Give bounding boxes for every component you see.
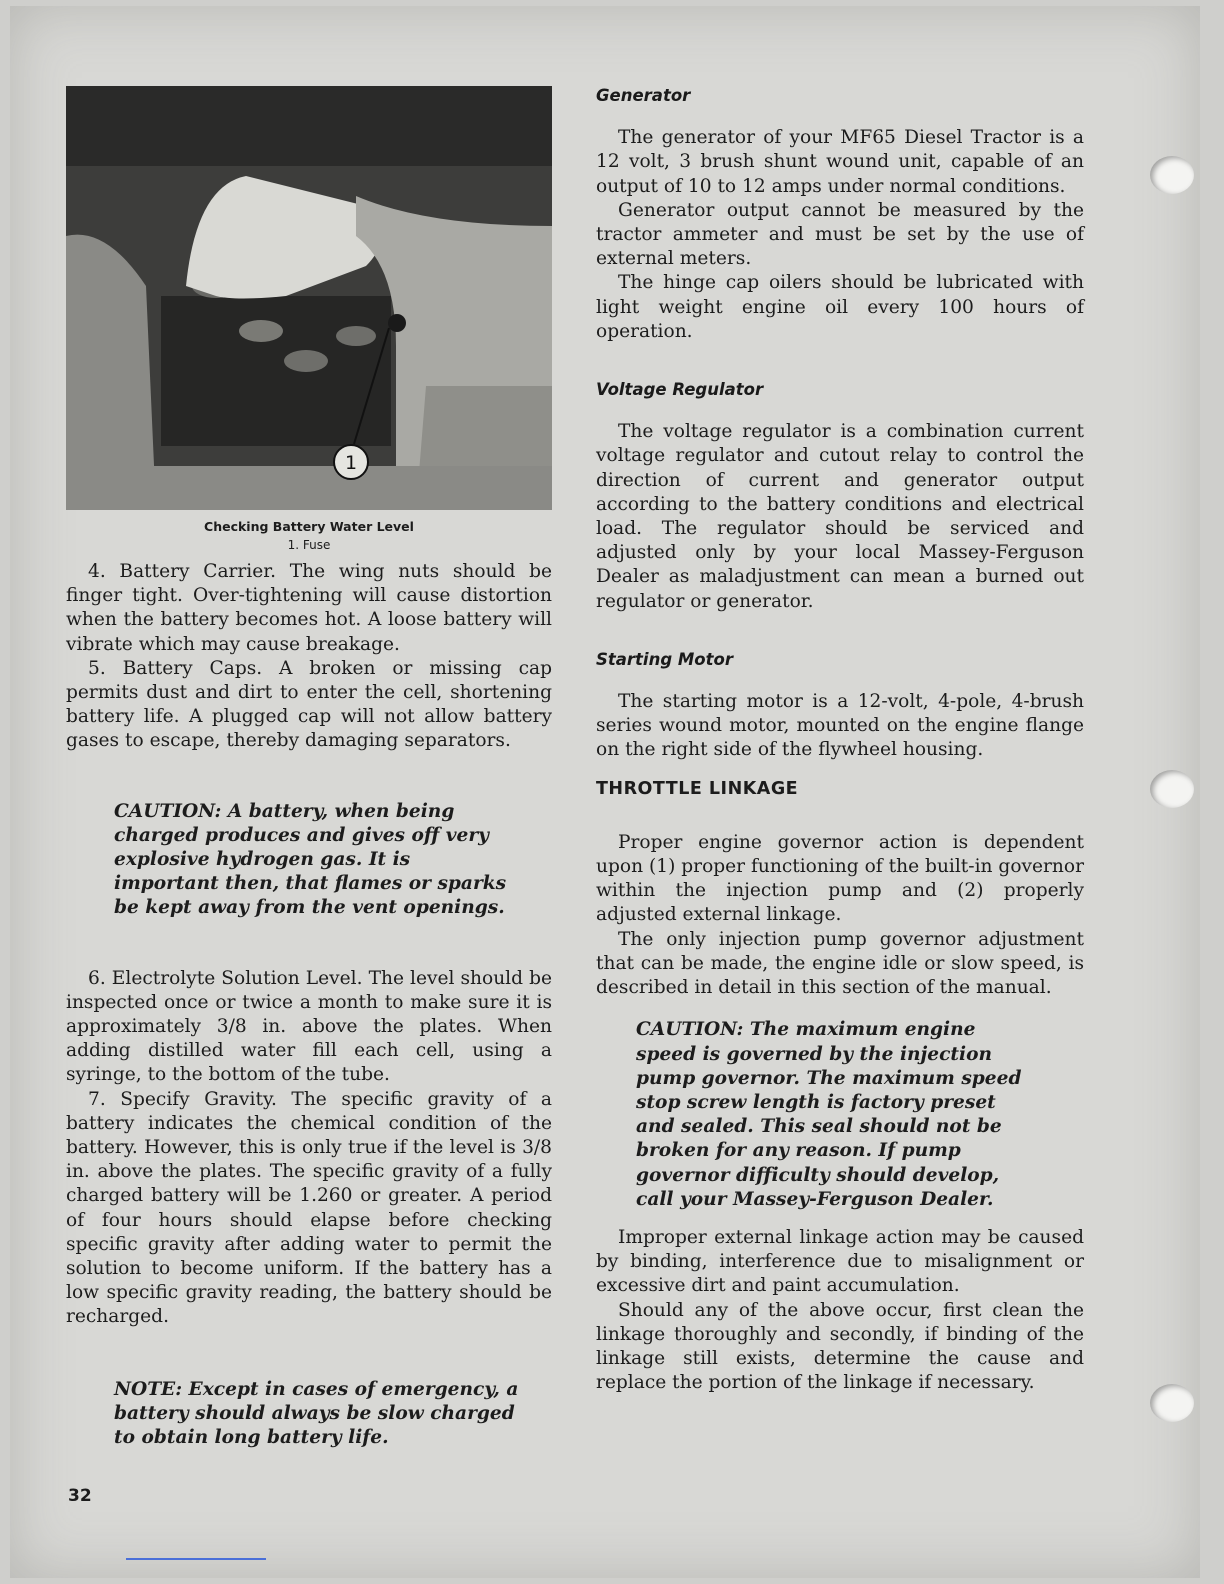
binder-hole-top bbox=[1150, 156, 1194, 194]
paragraph-improper-linkage: Improper external linkage action may be caused by binding, interference due to misalignment or excessive dirt and paint accumulation. bbox=[596, 1226, 1084, 1297]
battery-photo-illustration bbox=[66, 86, 552, 510]
callout-number: 1 bbox=[344, 452, 358, 474]
heading-voltage-regulator: Voltage Regulator bbox=[596, 380, 764, 400]
paragraph-battery-carrier: 4. Battery Carrier. The wing nuts should be finger tight. Over-tightening will cause distortion when the battery becomes hot. A loose battery will vibrate which may cause breakage. bbox=[66, 561, 552, 655]
battery-photo bbox=[66, 86, 552, 510]
page-number: 32 bbox=[68, 1486, 92, 1506]
paragraph-governor-action: Proper engine governor action is dependent upon (1) proper functioning of the built-in governor within the injection pump and (2) properly adjusted external linkage. bbox=[596, 831, 1084, 926]
right-column bbox=[596, 84, 1084, 1395]
paragraph-electrolyte-level: 6. Electrolyte Solution Level. The level should be inspected once or twice a month to make sure it is approximately 3/8 in. above the plates. When adding distilled water fill each cell, using a syringe, to the bottom of the tube. bbox=[66, 967, 552, 1086]
binder-hole-middle bbox=[1150, 770, 1194, 808]
paragraph-voltage-regulator: The voltage regulator is a combination current voltage regulator and cutout relay to control the direction of current and generator output according to the battery conditions and electrical load. The regulator should be serviced and adjusted only by your local Massey-Ferguson Dealer as maladjustment can mean a burned out regulator or generator. bbox=[596, 421, 1084, 612]
figure-caption-title: Checking Battery Water Level bbox=[204, 519, 414, 534]
heading-throttle-linkage: THROTTLE LINKAGE bbox=[596, 778, 799, 799]
note-slow-charge: NOTE: Except in cases of emergency, a battery should always be slow charged to obtain long battery life. bbox=[114, 1378, 519, 1449]
caution-hydrogen-gas: CAUTION: A battery, when being charged produces and gives off very explosive hydrogen gas. It is important then, that flames or sparks be kept away from the vent openings. bbox=[114, 800, 507, 919]
heading-generator: Generator bbox=[596, 86, 691, 105]
figure-caption-legend: 1. Fuse bbox=[287, 538, 331, 552]
heading-starting-motor: Starting Motor bbox=[596, 649, 734, 669]
paragraph-generator-output: Generator output cannot be measured by the tractor ammeter and must be set by the use of external meters. bbox=[596, 199, 1084, 270]
left-column bbox=[66, 86, 552, 1450]
paragraph-generator-spec: The generator of your MF65 Diesel Tractor is a 12 volt, 3 brush shunt wound unit, capable of an output of 10 to 12 amps under normal conditions. bbox=[596, 127, 1084, 197]
paragraph-governor-adjustment: The only injection pump governor adjustment that can be made, the engine idle or slow speed, is described in detail in this section of the manual. bbox=[596, 928, 1084, 999]
scan-artifact-line bbox=[126, 1558, 266, 1560]
paragraph-hinge-cap-oilers: The hinge cap oilers should be lubricated with light weight engine oil every 100 hours of operation. bbox=[596, 272, 1084, 342]
paragraph-starting-motor: The starting motor is a 12-volt, 4-pole, 4-brush series wound motor, mounted on the engine flange on the right side of the flywheel housing. bbox=[596, 691, 1084, 761]
paragraph-clean-linkage: Should any of the above occur, first clean the linkage thoroughly and secondly, if binding of the linkage still exists, determine the cause and replace the portion of the linkage if necessary. bbox=[596, 1299, 1084, 1394]
paragraph-battery-caps: 5. Battery Caps. A broken or missing cap permits dust and dirt to enter the cell, shortening battery life. A plugged cap will not allow battery gases to escape, thereby damaging separators. bbox=[66, 657, 552, 752]
paragraph-specific-gravity: 7. Specify Gravity. The specific gravity of a battery indicates the chemical condition of the battery. However, this is only true if the level is 3/8 in. above the plates. The specific gravity of a fully charged battery will be 1.260 or greater. A period of four hours should elapse before checking specific gravity after adding water to permit the solution to become uniform. If the battery has a low specific gravity reading, the battery should be recharged. bbox=[66, 1088, 552, 1328]
binder-hole-bottom bbox=[1150, 1384, 1194, 1422]
caution-governor-seal: CAUTION: The maximum engine speed is governed by the injection pump governor. The maximum speed stop screw length is factory preset and sealed. This seal should not be broken for any reason. If pump governor difficulty should develop, call your Massey-Ferguson Dealer. bbox=[636, 1019, 1022, 1210]
